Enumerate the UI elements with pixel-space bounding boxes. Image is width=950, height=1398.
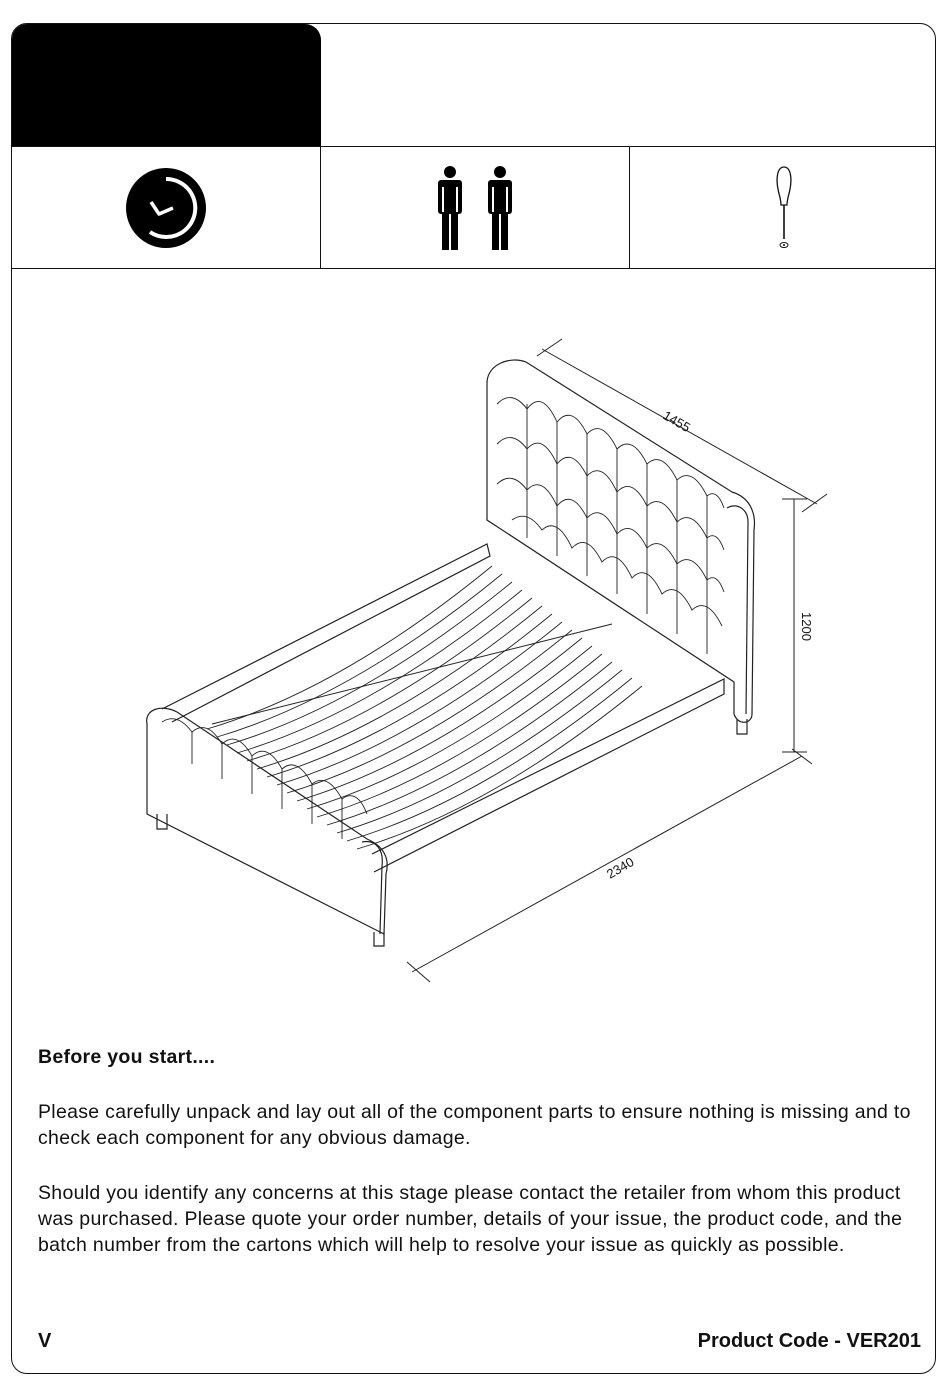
product-code: Product Code - VER201 [697,1330,921,1352]
side-rail-right [372,679,724,872]
page-frame [11,23,936,1374]
two-person-cell [321,147,629,269]
footboard [147,708,388,934]
width-dimension-label: 1455 [660,407,694,436]
concerns-instructions: Should you identify any concerns at this stage please contact the retailer from whom this product was purchased. Please quote your order number, details of your issue, the product code, and the batch number from the cartons which will help to resolve your issue as quickly as possible. [38,1182,903,1256]
length-dimension-label: 2340 [604,854,637,882]
before-you-start-heading: Before you start.... [38,1046,216,1068]
bed-diagram [12,294,936,1014]
height-dimension-label: 1200 [799,612,814,641]
clock-cell [12,147,320,269]
clock-icon [125,167,207,249]
unpack-instructions: Please carefully unpack and lay out all of the component parts to ensure nothing is missing and to check each component for any obvious damage. [38,1101,911,1149]
screwdriver-icon [772,165,796,251]
two-person-icon [430,165,520,251]
header-black-block [12,24,321,146]
footer-version: V [38,1330,52,1352]
tool-cell [630,147,936,269]
